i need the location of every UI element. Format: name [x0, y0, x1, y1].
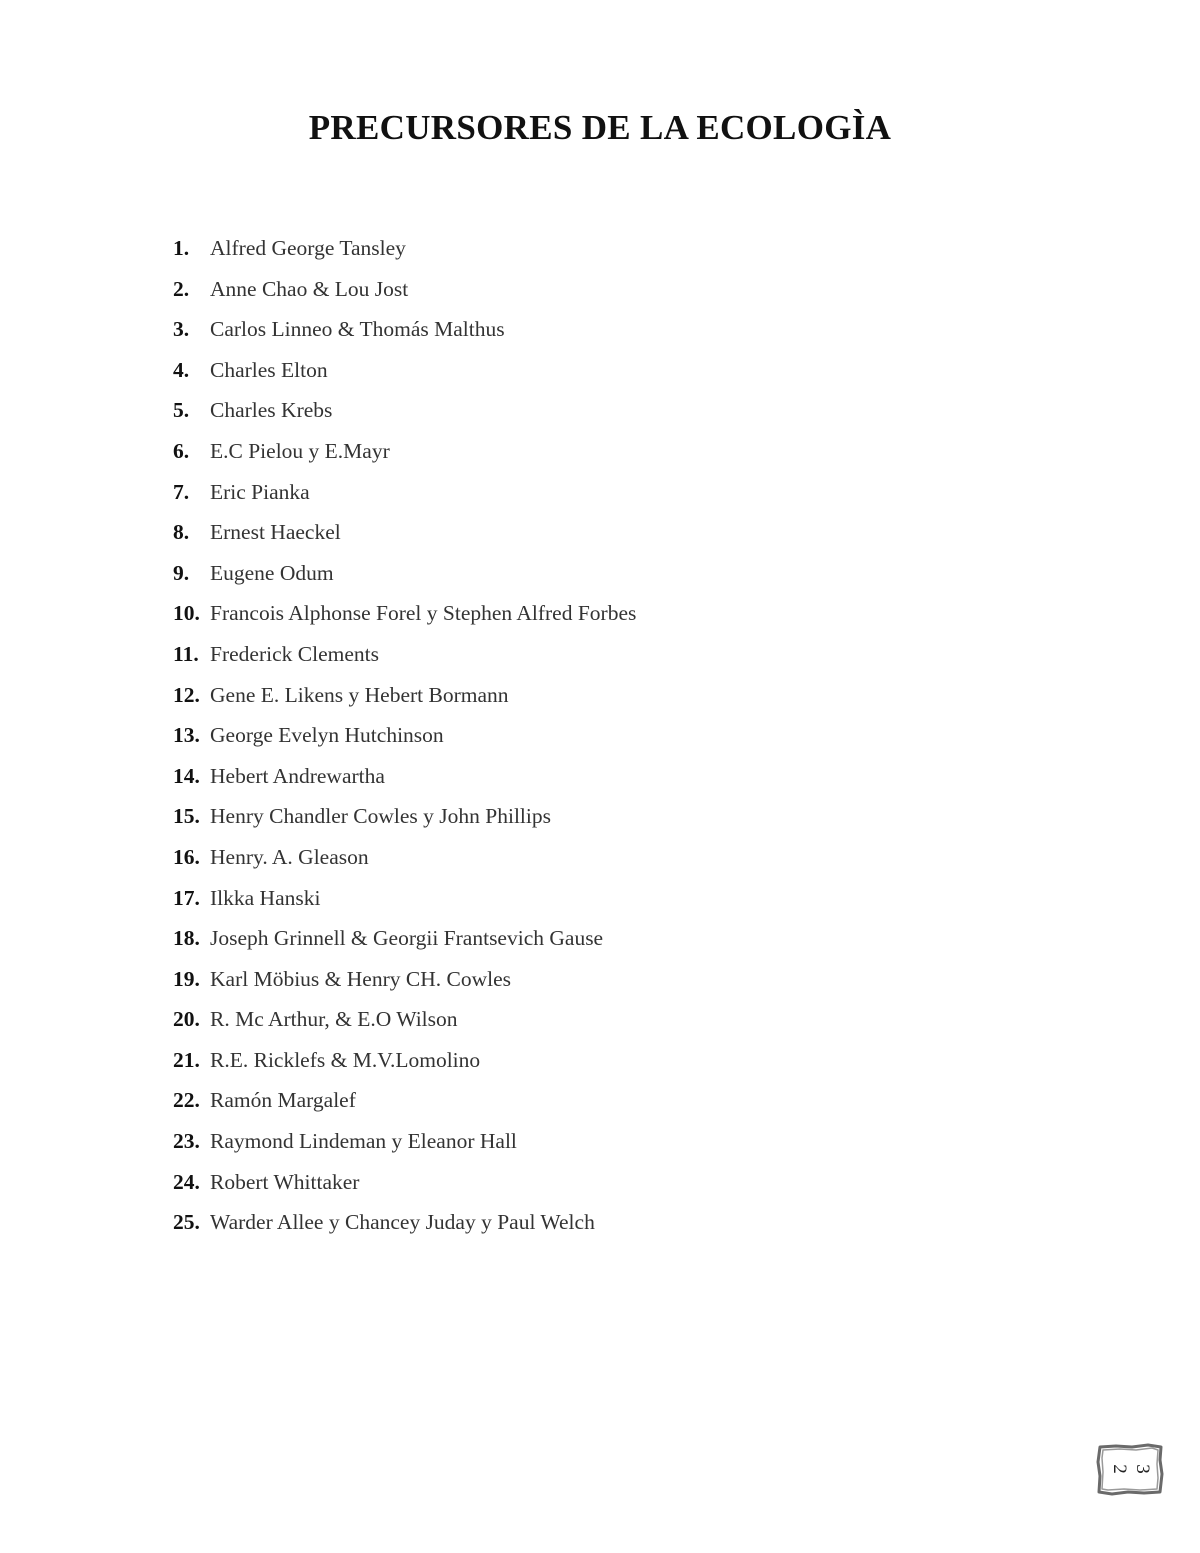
- item-number: 7.: [173, 479, 190, 504]
- item-number: 3.: [173, 317, 190, 342]
- list-item: [173, 837, 636, 878]
- item-number: 2.: [173, 276, 190, 301]
- page-number-box: [1096, 1442, 1164, 1496]
- item-name: Frederick Clements: [210, 641, 379, 666]
- list-item: [173, 390, 636, 431]
- item-name: Hebert Andrewartha: [210, 763, 385, 788]
- list-item: [173, 878, 636, 919]
- list-item: [173, 228, 636, 269]
- page-title: PRECURSORES DE LA ECOLOGÌA: [308, 108, 892, 147]
- item-name: R.E. Ricklefs & M.V.Lomolino: [210, 1047, 481, 1072]
- item-name: Eric Pianka: [210, 479, 310, 504]
- item-number: 15.: [173, 804, 200, 829]
- list-item: [173, 553, 636, 594]
- item-number: 13.: [173, 723, 200, 748]
- page-number-digit: 2: [1108, 1464, 1130, 1474]
- item-number: 9.: [173, 560, 190, 585]
- item-number: 25.: [173, 1210, 200, 1235]
- list-item: [173, 1080, 636, 1121]
- item-name: Henry Chandler Cowles y John Phillips: [210, 804, 551, 829]
- item-name: Henry. A. Gleason: [210, 844, 369, 869]
- item-name: Joseph Grinnell & Georgii Frantsevich Gause: [210, 926, 604, 951]
- item-number: 21.: [173, 1047, 200, 1072]
- item-name: R. Mc Arthur, & E.O Wilson: [210, 1007, 458, 1032]
- list-item: [173, 796, 636, 837]
- item-name: Eugene Odum: [210, 560, 334, 585]
- item-number: 19.: [173, 966, 200, 991]
- item-number: 6.: [173, 438, 190, 463]
- page-number: [1096, 1442, 1164, 1496]
- item-name: Karl Möbius & Henry CH. Cowles: [210, 966, 511, 991]
- list-item: [173, 1040, 636, 1081]
- list-item: [173, 959, 636, 1000]
- list-item: [173, 512, 636, 553]
- item-number: 14.: [173, 763, 200, 788]
- item-number: 16.: [173, 844, 200, 869]
- item-name: Anne Chao & Lou Jost: [210, 276, 409, 301]
- item-name: Alfred George Tansley: [210, 236, 406, 260]
- item-number: 18.: [173, 926, 200, 951]
- precursors-list: [173, 228, 636, 1243]
- list-item: [173, 999, 636, 1040]
- item-name: Raymond Lindeman y Eleanor Hall: [210, 1129, 517, 1154]
- list-item: [173, 715, 636, 756]
- item-name: Ernest Haeckel: [210, 520, 341, 545]
- item-name: Charles Elton: [210, 357, 328, 382]
- list-item: [173, 593, 636, 634]
- list-item: [173, 1162, 636, 1203]
- item-number: 22.: [173, 1088, 200, 1113]
- list-item: [173, 309, 636, 350]
- list-item: [173, 1202, 636, 1243]
- item-name: E.C Pielou y E.Mayr: [210, 438, 390, 463]
- list-item: [173, 431, 636, 472]
- item-name: Francois Alphonse Forel y Stephen Alfred Forbes: [210, 601, 637, 626]
- item-name: Charles Krebs: [210, 398, 333, 423]
- item-number: 11.: [173, 641, 199, 666]
- item-number: 5.: [173, 398, 190, 423]
- list-item: [173, 634, 636, 675]
- list-item: [173, 756, 636, 797]
- item-name: Robert Whittaker: [210, 1169, 360, 1194]
- item-name: Ilkka Hanski: [210, 885, 321, 910]
- list-item: [173, 350, 636, 391]
- list-item: [173, 472, 636, 513]
- item-number: 1.: [173, 236, 190, 260]
- item-number: 12.: [173, 682, 200, 707]
- item-number: 10.: [173, 601, 200, 626]
- item-number: 23.: [173, 1129, 200, 1154]
- item-name: Gene E. Likens y Hebert Bormann: [210, 682, 509, 707]
- list-item: [173, 675, 636, 716]
- list-item: [173, 1121, 636, 1162]
- item-name: Ramón Margalef: [210, 1088, 356, 1113]
- item-number: 24.: [173, 1169, 200, 1194]
- item-name: Carlos Linneo & Thomás Malthus: [210, 317, 505, 342]
- page-number-digit: 3: [1131, 1464, 1153, 1474]
- item-number: 17.: [173, 885, 200, 910]
- item-name: George Evelyn Hutchinson: [210, 723, 444, 748]
- list-item: [173, 918, 636, 959]
- item-number: 8.: [173, 520, 190, 545]
- item-number: 20.: [173, 1007, 200, 1032]
- list-item: [173, 269, 636, 310]
- item-number: 4.: [173, 357, 190, 382]
- item-name: Warder Allee y Chancey Juday y Paul Welch: [210, 1210, 595, 1235]
